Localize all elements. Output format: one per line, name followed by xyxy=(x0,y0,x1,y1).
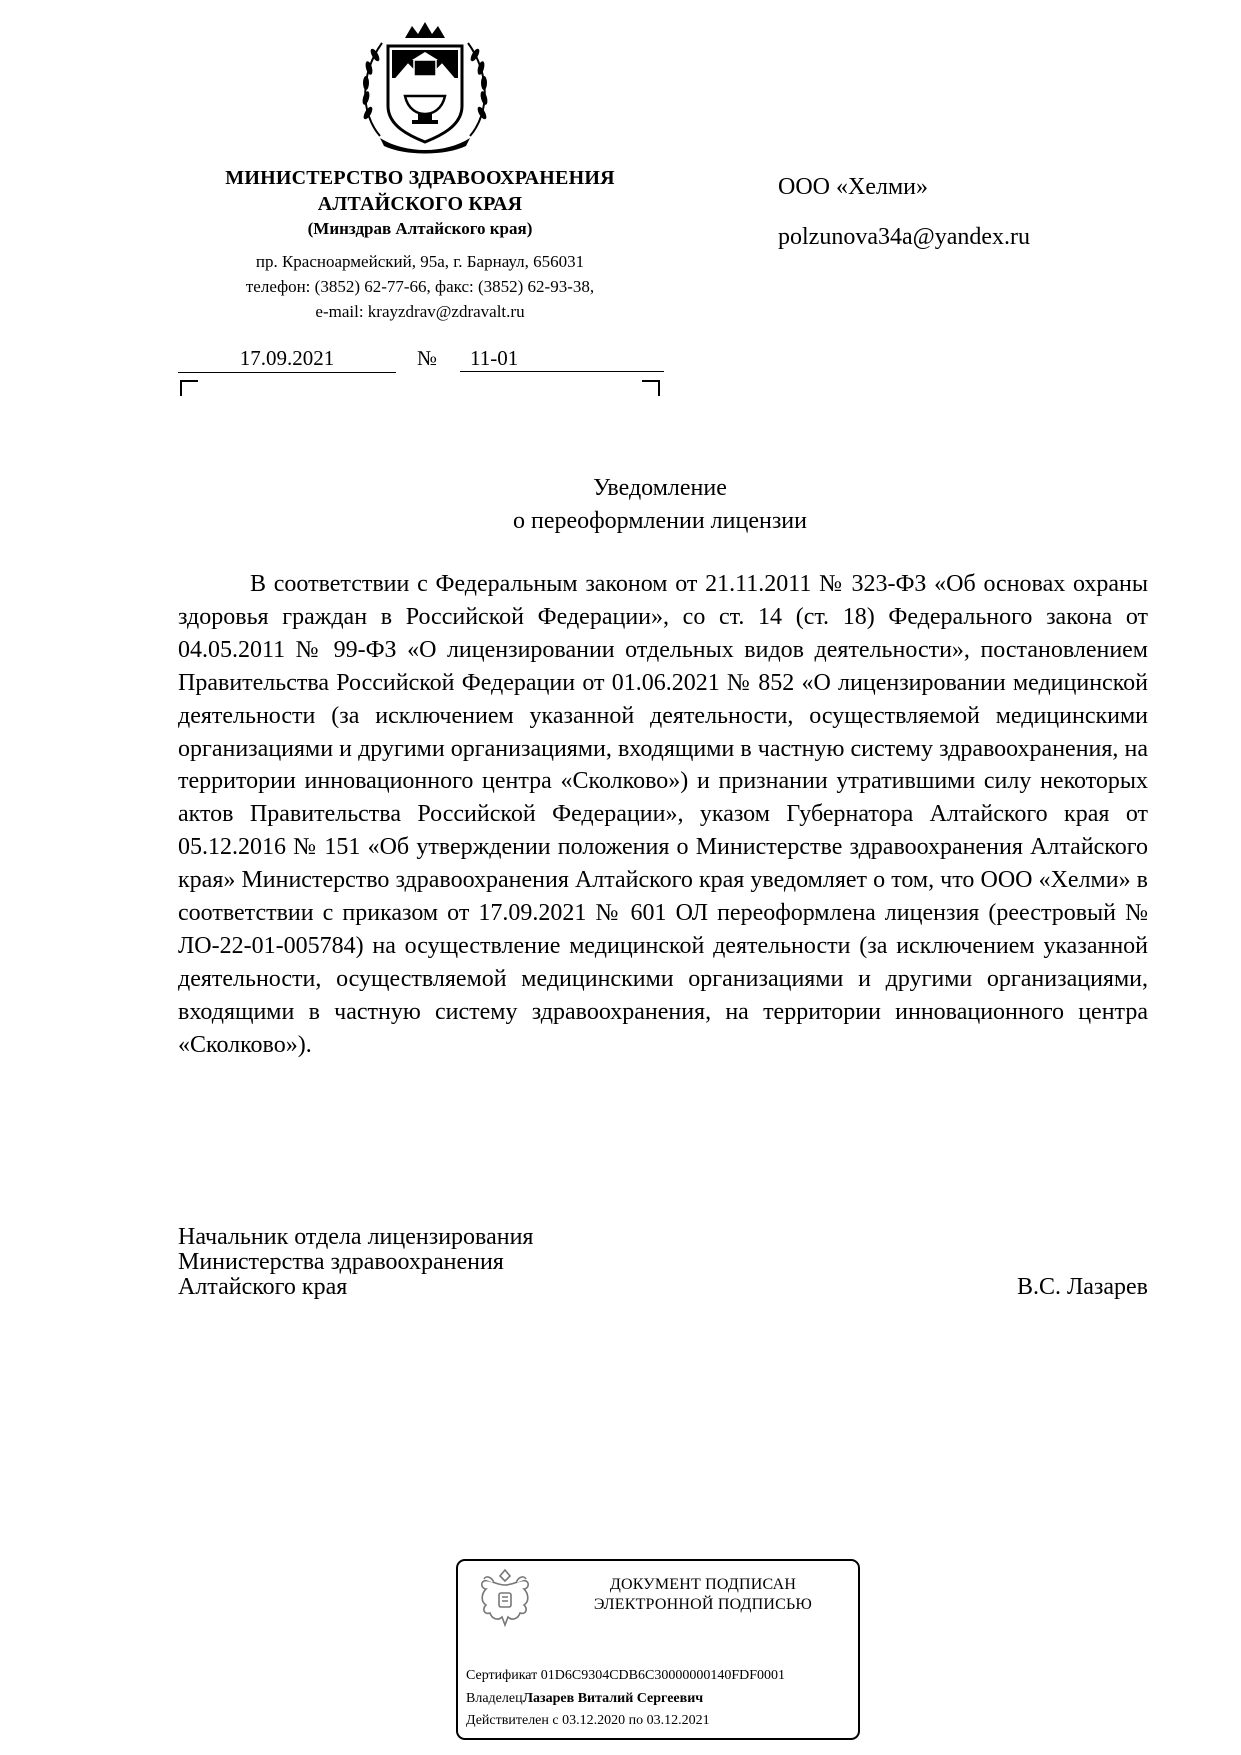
registration-number-sign: № xyxy=(417,346,438,370)
title-line2: о переоформлении лицензии xyxy=(512,508,807,534)
addressee xyxy=(778,162,1030,262)
electronic-signature-stamp xyxy=(456,1559,860,1740)
stamp-heading-line1: ДОКУМЕНТ ПОДПИСАН xyxy=(609,1576,797,1593)
stamp-owner-name: Лазарев Виталий Сергеевич xyxy=(522,1690,704,1706)
document-title xyxy=(260,472,1060,538)
addressee-email: polzunova34a@yandex.ru xyxy=(778,224,1031,250)
body-paragraph xyxy=(178,568,1148,1062)
registration-date: 17.09.2021 xyxy=(178,345,396,373)
stamp-heading xyxy=(558,1575,848,1615)
stamp-details xyxy=(466,1665,785,1733)
title-line1: Уведомление xyxy=(593,475,727,501)
stamp-certificate: Сертификат 01D6C9304CDB6C30000000140FDF0001 xyxy=(466,1668,786,1683)
stamp-heading-line2: ЭЛЕКТРОННОЙ ПОДПИСЬЮ xyxy=(593,1596,813,1613)
org-address: пр. Красноармейский, 95а, г. Барнаул, 656031 xyxy=(255,252,585,271)
org-name-line2: АЛТАЙСКОГО КРАЯ xyxy=(317,193,523,215)
coat-of-arms-emblem xyxy=(360,18,490,156)
stamp-owner-label: Владелец xyxy=(466,1690,523,1706)
signatory-position-line1: Начальник отдела лицензирования xyxy=(178,1224,534,1250)
org-name-line1: МИНИСТЕРСТВО ЗДРАВООХРАНЕНИЯ xyxy=(225,167,615,189)
org-short-name: (Минздрав Алтайского края) xyxy=(307,219,533,238)
body-text: В соответствии с Федеральным законом от 21.11.2011 № 323-ФЗ «Об основах охраны здоровья граждан в Российской Федерации», со ст. 14 (ст. 18) Федерального закона от 04.05.2011 № 99-ФЗ «О лицензировании отдельных видов деятельности», постановлением Правительства Российской Федерации от 01.06.2021 № 852 «О лицензировании медицинской деятельности (за исключением указанной деятельности, осуществляемой медицинскими организациями и другими организациями, входящими в частную систему здравоохранения, на территории инновационного центра «Сколково») и признании утратившими силу некоторых актов Правительства Российской Федерации», указом Губернатора Алтайского края от 05.12.2016 № 151 «Об утверждении положения о Министерстве здравоохранения Алтайского края» Министерство здравоохранения Алтайского края уведомляет о том, что ООО «Хелми» в соответствии с приказом от 17.09.2021 № 601 ОЛ переоформлена лицензия (реестровый № ЛО-22-01-005784) на осуществление медицинской деятельности (за исключением указанной деятельности, осуществляемой медицинскими организациями и другими организациями, входящими в частную систему здравоохранения, на территории инновационного центра «Сколково»). xyxy=(178,571,1148,1058)
letterhead xyxy=(150,165,690,324)
signatory-position xyxy=(178,1225,533,1300)
stamp-owner xyxy=(466,1688,785,1711)
double-headed-eagle-icon xyxy=(472,1567,538,1633)
signatory-name: В.С. Лазарев xyxy=(1016,1274,1148,1300)
corner-mark-right xyxy=(642,380,660,396)
addressee-name: ООО «Хелми» xyxy=(778,174,928,200)
org-contacts xyxy=(150,249,690,324)
org-email: e-mail: krayzdrav@zdravalt.ru xyxy=(315,302,525,321)
signatory-position-line2: Министерства здравоохранения xyxy=(178,1249,504,1275)
signatory-position-line3: Алтайского края xyxy=(178,1274,348,1300)
registration-number: 11-01 xyxy=(460,345,664,372)
corner-mark-left xyxy=(180,380,198,396)
stamp-validity: Действителен с 03.12.2020 по 03.12.2021 xyxy=(466,1713,710,1728)
org-phone-fax: телефон: (3852) 62-77-66, факс: (3852) 62-93-38, xyxy=(245,277,595,296)
